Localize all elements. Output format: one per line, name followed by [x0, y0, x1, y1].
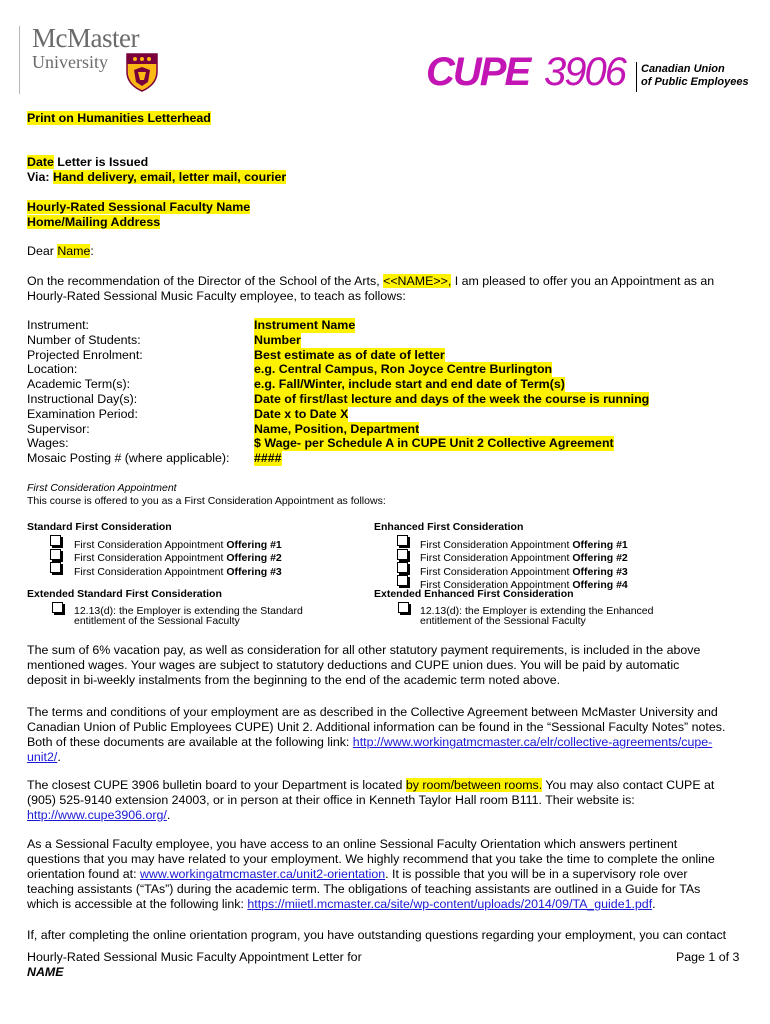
field-label: Instrument: — [27, 318, 89, 332]
cupe-logo-number: 3906 — [544, 50, 625, 94]
field-value: Instrument Name — [254, 318, 356, 332]
enhanced-offering-checkbox[interactable] — [397, 575, 408, 586]
page-number: Page 1 of 3 — [676, 950, 740, 964]
extended-standard-checkbox[interactable] — [52, 602, 63, 613]
intro-line-2: Hourly-Rated Sessional Music Faculty employee, to teach as follows: — [27, 289, 406, 303]
extended-standard-line-1: 12.13(d): the Employer is extending the Standard — [74, 605, 303, 617]
enhanced-offering-label: First Consideration Appointment Offering #4 — [420, 579, 628, 591]
field-label: Examination Period: — [27, 406, 138, 421]
field-label: Location: — [27, 362, 78, 377]
mcmaster-logo-university: University — [32, 52, 108, 72]
via-line: Via: Hand delivery, email, letter mail, courier — [27, 170, 287, 184]
standard-offering-label: First Consideration Appointment Offering #3 — [74, 566, 282, 578]
field-label: Supervisor: — [27, 421, 90, 436]
date-line: Date Letter is Issued — [27, 155, 149, 169]
vacation-pay-paragraph: The sum of 6% vacation pay, as well as consideration for all other statutory payment requirements, is included in the above mentioned wages. Your wages are subject to statutory deductions and CUPE union dues. You will be paid by automatic deposit in bi-weekly instalments from the beginning to the end of the academic term noted above. — [27, 643, 701, 687]
standard-offering-checkbox[interactable] — [50, 562, 61, 573]
contact-paragraph: If, after completing the online orientation program, you have outstanding questions regarding your employment, you can contact — [27, 928, 727, 942]
intro-line-1: On the recommendation of the Director of the School of the Arts, <<NAME>>, I am pleased to offer you an Appointment as an — [27, 274, 715, 288]
field-value: #### — [254, 451, 282, 466]
field-value: Best estimate as of date of letter — [254, 347, 445, 362]
field-value: Name, Position, Department — [254, 421, 420, 436]
recipient-name: Hourly-Rated Sessional Faculty Name — [27, 200, 251, 214]
standard-first-consideration-title: Standard First Consideration — [27, 521, 172, 533]
extended-standard-title: Extended Standard First Consideration — [27, 588, 222, 600]
field-label: Mosaic Posting # (where applicable): — [27, 451, 230, 466]
recipient-address: Home/Mailing Address — [27, 215, 161, 229]
enhanced-offering-label: First Consideration Appointment Offering #2 — [420, 552, 628, 564]
footer-name: NAME — [27, 965, 64, 979]
orientation-paragraph: As a Sessional Faculty employee, you have access to an online Sessional Faculty Orientation which answers pertinent questions that you may have related to your employment. We highly recommend that you take the time to complete the online orientation found at: www.workingatmcmaster.ca/unit2-orientation. It is possible that you will be in a supervisory role over teaching assistants (“TAs”) during the academic term. The obligations of teaching assistants are outlined in a Guide for TAs which is accessible at the following link: https://miietl.mcmaster.ca/site/wp-content/uploads/2014/09/TA_guide1.pdf. — [27, 837, 715, 911]
enhanced-offering-checkbox[interactable] — [397, 549, 408, 560]
first-consideration-intro: This course is offered to you as a First Consideration Appointment as follows: — [27, 495, 386, 507]
standard-offering-label: First Consideration Appointment Offering #1 — [74, 539, 282, 551]
field-value: Number — [254, 332, 301, 347]
enhanced-offering-checkbox[interactable] — [397, 562, 408, 573]
extended-enhanced-title: Extended Enhanced First Consideration — [374, 588, 574, 600]
standard-offering-label: First Consideration Appointment Offering #2 — [74, 552, 282, 564]
ta-guide-link[interactable]: https://miietl.mcmaster.ca/site/wp-content/uploads/2014/09/TA_guide1.pdf — [247, 897, 653, 911]
standard-offering-checkbox[interactable] — [50, 535, 61, 546]
mcmaster-logo-name: McMaster — [32, 23, 139, 53]
field-value: Date x to Date X — [254, 406, 349, 421]
salutation: Dear Name: — [27, 244, 94, 258]
cupe-website-link[interactable]: http://www.cupe3906.org/ — [27, 808, 167, 822]
first-consideration-heading: First Consideration Appointment — [27, 482, 177, 494]
enhanced-offering-label: First Consideration Appointment Offering #3 — [420, 566, 628, 578]
extended-enhanced-line-1: 12.13(d): the Employer is extending the Enhanced — [420, 605, 654, 617]
field-label: Academic Term(s): — [27, 377, 131, 392]
enhanced-first-consideration-title: Enhanced First Consideration — [374, 521, 524, 533]
field-label: Wages: — [27, 436, 69, 451]
terms-paragraph: The terms and conditions of your employment are as described in the Collective Agreement between McMaster University and Canadian Union of Public Employees CUPE) Unit 2. Additional information can be found in the “Sessional Faculty Notes” notes. Both of these documents are available at the following link: http://www.workingatmcmaster.ca/elr/collective-agreements/cupe- unit2/. — [27, 705, 726, 764]
cupe-logo-word: CUPE — [426, 50, 530, 94]
orientation-link[interactable]: www.workingatmcmaster.ca/unit2-orientation — [139, 867, 386, 881]
cupe-logo-divider — [636, 62, 637, 92]
print-note: Print on Humanities Letterhead — [27, 111, 211, 125]
field-label: Projected Enrolment: — [27, 347, 143, 362]
field-value: e.g. Central Campus, Ron Joyce Centre Burlington — [254, 362, 553, 377]
extended-enhanced-checkbox[interactable] — [398, 602, 409, 613]
field-label: Number of Students: — [27, 332, 141, 347]
field-label: Instructional Day(s): — [27, 391, 138, 406]
footer-title: Hourly-Rated Sessional Music Faculty Appointment Letter for — [27, 950, 362, 964]
extended-standard-line-2: entitlement of the Sessional Faculty — [74, 615, 240, 627]
cupe-logo-subtitle: Canadian Union of Public Employees — [641, 63, 749, 88]
collective-agreement-link[interactable]: http://www.workingatmcmaster.ca/elr/collective-agreements/cupe- — [352, 735, 713, 749]
field-value: e.g. Fall/Winter, include start and end date of Term(s) — [254, 377, 565, 392]
mcmaster-crest-icon — [125, 52, 159, 92]
enhanced-offering-label: First Consideration Appointment Offering #1 — [420, 539, 628, 551]
logo-divider — [19, 26, 20, 94]
standard-offering-checkbox[interactable] — [50, 549, 61, 560]
extended-enhanced-line-2: entitlement of the Sessional Faculty — [420, 615, 586, 627]
field-value: Date of first/last lecture and days of the week the course is running — [254, 391, 650, 406]
bulletin-paragraph: The closest CUPE 3906 bulletin board to your Department is located by room/between rooms. You may also contact CUPE at (905) 525-9140 extension 24003, or in person at their office in Kenneth Taylor Hall room B111. Their website is: http://www.cupe3906.org/. — [27, 778, 715, 822]
collective-agreement-link-cont[interactable]: unit2/ — [27, 750, 58, 764]
field-value: $ Wage- per Schedule A in CUPE Unit 2 Collective Agreement — [254, 436, 614, 451]
enhanced-offering-checkbox[interactable] — [397, 535, 408, 546]
